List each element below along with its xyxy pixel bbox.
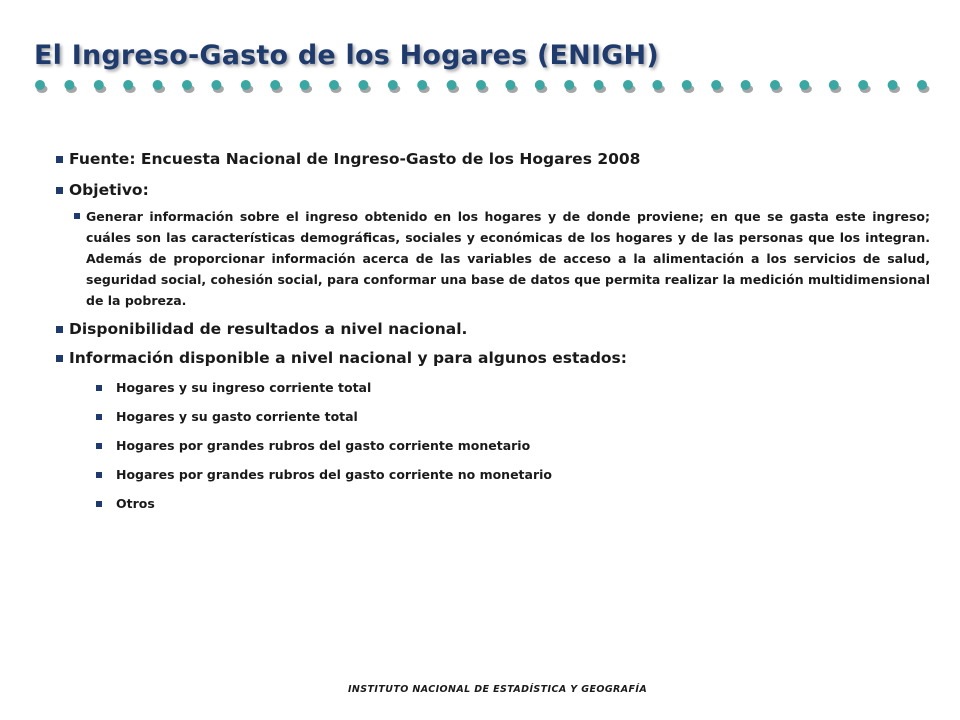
decorative-dot bbox=[35, 80, 45, 90]
decorative-dot bbox=[417, 80, 427, 90]
decorative-dot bbox=[64, 80, 74, 90]
decorative-dot bbox=[300, 80, 310, 90]
sub-item-text: Hogares y su ingreso corriente total bbox=[116, 380, 372, 395]
slide-content bbox=[56, 148, 936, 513]
footer-institution: INSTITUTO NACIONAL DE ESTADÍSTICA Y GEOGRAFÍA bbox=[348, 684, 648, 695]
decorative-dot bbox=[447, 80, 457, 90]
sub-item bbox=[96, 379, 936, 397]
bullet-text: Información disponible a nivel nacional y para algunos estados: bbox=[69, 349, 627, 367]
sub-item bbox=[96, 437, 936, 455]
decorative-dot bbox=[711, 80, 721, 90]
bullet-source bbox=[56, 148, 936, 170]
sub-item-text: Otros bbox=[116, 496, 155, 511]
decorative-dot bbox=[741, 80, 751, 90]
decorative-dot bbox=[388, 80, 398, 90]
slide-title: El Ingreso-Gasto de los Hogares (ENIGH) bbox=[34, 40, 659, 71]
decorative-dot bbox=[623, 80, 633, 90]
decorative-dot bbox=[682, 80, 692, 90]
decorative-dot bbox=[564, 80, 574, 90]
decorative-dot bbox=[123, 80, 133, 90]
bullet-text: Fuente: Encuesta Nacional de Ingreso-Gasto de los Hogares 2008 bbox=[69, 150, 641, 168]
decorative-dot bbox=[858, 80, 868, 90]
decorative-dot bbox=[270, 80, 280, 90]
bullet-text: Objetivo: bbox=[69, 181, 149, 199]
decorative-dot bbox=[799, 80, 809, 90]
bullet-text: Disponibilidad de resultados a nivel nacional. bbox=[69, 320, 468, 338]
decorative-dot bbox=[153, 80, 163, 90]
decorative-dot bbox=[94, 80, 104, 90]
square-bullet-icon bbox=[96, 501, 102, 507]
square-bullet-icon bbox=[96, 443, 102, 449]
sub-item-text: Hogares por grandes rubros del gasto corriente no monetario bbox=[116, 467, 553, 482]
sub-item-text: Hogares por grandes rubros del gasto corriente monetario bbox=[116, 438, 531, 453]
decorative-dot bbox=[652, 80, 662, 90]
square-bullet-icon bbox=[96, 472, 102, 478]
square-bullet-icon bbox=[56, 156, 63, 163]
square-bullet-icon bbox=[56, 355, 63, 362]
decorative-dot bbox=[505, 80, 515, 90]
decorative-dot bbox=[182, 80, 192, 90]
bullet-objective bbox=[56, 179, 936, 201]
square-bullet-icon bbox=[74, 213, 80, 219]
decorative-dot bbox=[917, 80, 927, 90]
sub-item bbox=[96, 408, 936, 426]
decorative-dot bbox=[594, 80, 604, 90]
sub-item bbox=[96, 495, 936, 513]
decorative-dot bbox=[329, 80, 339, 90]
decorative-dot bbox=[358, 80, 368, 90]
square-bullet-icon bbox=[96, 385, 102, 391]
decorative-dot-row bbox=[32, 75, 932, 97]
decorative-dot bbox=[770, 80, 780, 90]
sub-item-text: Hogares y su gasto corriente total bbox=[116, 409, 358, 424]
sub-item bbox=[96, 466, 936, 484]
square-bullet-icon bbox=[56, 187, 63, 194]
decorative-dot bbox=[211, 80, 221, 90]
decorative-dot bbox=[829, 80, 839, 90]
bullet-objective-detail bbox=[74, 206, 930, 311]
square-bullet-icon bbox=[56, 326, 63, 333]
decorative-dot bbox=[241, 80, 251, 90]
decorative-dot bbox=[888, 80, 898, 90]
bullet-availability bbox=[56, 318, 936, 340]
bullet-information bbox=[56, 347, 936, 369]
decorative-dot bbox=[535, 80, 545, 90]
decorative-dot bbox=[476, 80, 486, 90]
square-bullet-icon bbox=[96, 414, 102, 420]
bullet-text: Generar información sobre el ingreso obtenido en los hogares y de donde proviene; en que se gasta este ingreso; cuáles son las características demográficas, sociales y económicas de los hogares y de las personas que los integran. Además de proporcionar información acerca de las variables de acceso a la alimentación a los servicios de salud, seguridad social, cohesión social, para conformar una base de datos que permita realizar la medición multidimensional de la pobreza. bbox=[86, 209, 930, 308]
